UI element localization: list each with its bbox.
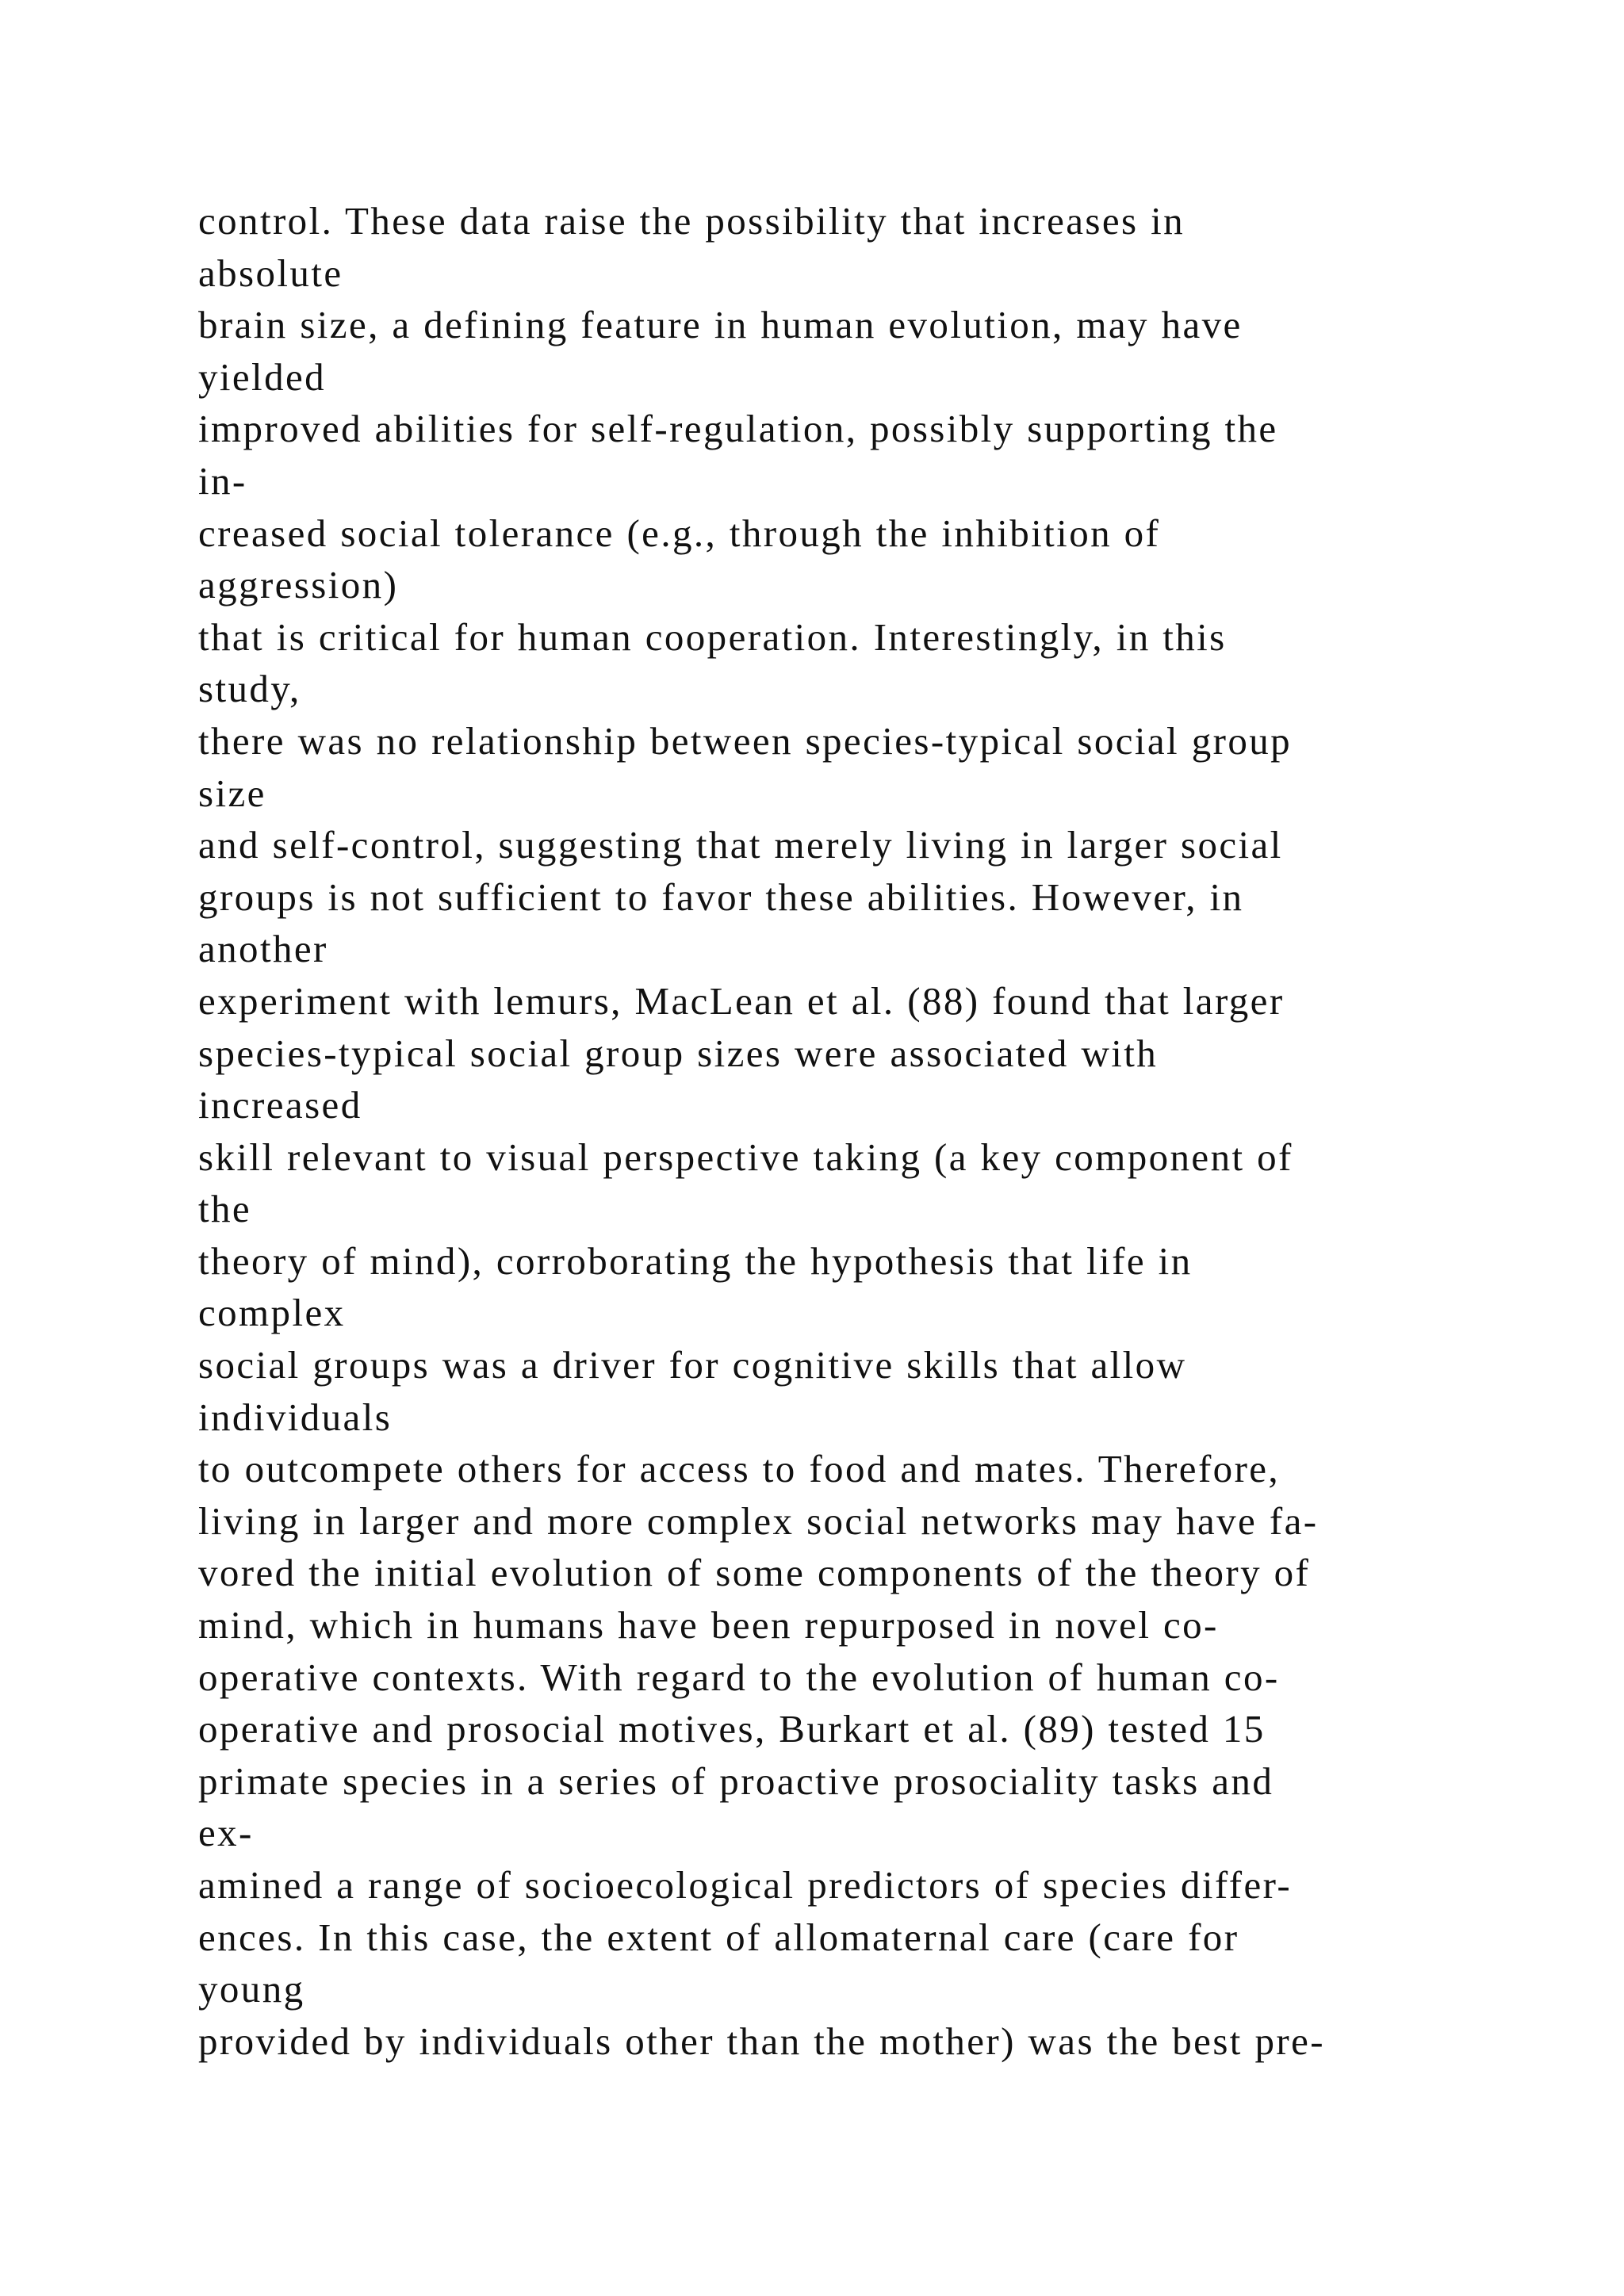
text-line: there was no relationship between species-typical social group [198,718,1293,763]
text-line: and self-control, suggesting that merely living in larger social [198,823,1283,867]
text-line: another [198,927,328,971]
text-line: size [198,771,266,815]
text-line: ences. In this case, the extent of allomaternal care (care for [198,1915,1239,1959]
text-line: complex [198,1291,346,1335]
body-text [198,195,1546,2067]
text-line: ex- [198,1811,254,1855]
text-line: groups is not sufficient to favor these abilities. However, in [198,874,1244,919]
text-line: species-typical social group sizes were associated with [198,1031,1159,1075]
text-line: vored the initial evolution of some components of the theory of [198,1551,1311,1595]
text-line: theory of mind), corroborating the hypothesis that life in [198,1238,1193,1283]
text-line: in- [198,458,247,503]
text-line: study, [198,667,301,711]
text-line: that is critical for human cooperation. Interestingly, in this [198,614,1227,659]
text-line: operative contexts. With regard to the evolution of human co- [198,1655,1280,1699]
text-line: creased social tolerance (e.g., through the inhibition of [198,511,1161,555]
text-line: operative and prosocial motives, Burkart et al. (89) tested 15 [198,1707,1266,1751]
text-line: absolute [198,251,343,295]
text-line: brain size, a defining feature in human evolution, may have [198,303,1243,347]
text-line: yielded [198,354,327,399]
text-line: control. These data raise the possibility that increases in [198,199,1185,243]
text-line: social groups was a driver for cognitive skills that allow [198,1343,1187,1387]
text-line: primate species in a series of proactive prosociality tasks and [198,1758,1274,1803]
text-line: provided by individuals other than the mother) was the best pre- [198,2019,1325,2063]
text-line: aggression) [198,563,399,607]
text-line: improved abilities for self-regulation, possibly supporting the [198,407,1278,451]
text-line: individuals [198,1395,393,1439]
text-line: mind, which in humans have been repurposed in novel co- [198,1603,1219,1647]
text-line: young [198,1967,305,2011]
text-line: increased [198,1083,362,1127]
text-line: experiment with lemurs, MacLean et al. (88) found that larger [198,978,1285,1023]
text-line: amined a range of socioecological predictors of species differ- [198,1863,1293,1907]
text-line: to outcompete others for access to food and mates. Therefore, [198,1447,1281,1491]
text-line: the [198,1187,252,1231]
text-line: skill relevant to visual perspective taking (a key component of [198,1135,1293,1179]
text-line: living in larger and more complex social networks may have fa- [198,1498,1319,1543]
